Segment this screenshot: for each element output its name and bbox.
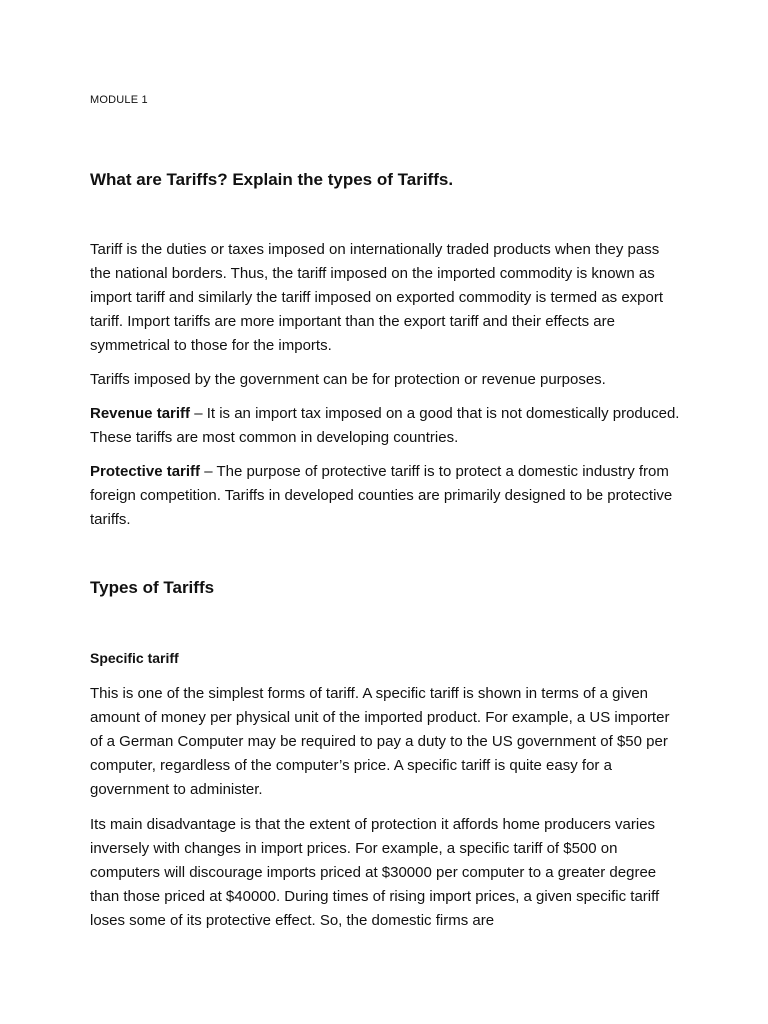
specific-tariff-paragraph-1: This is one of the simplest forms of tariff. A specific tariff is shown in terms of a given amount of money per physical unit of the imported product. For example, a US importer of a German Computer may be required to pay a duty to the US government of $50 per computer, regardless of the computer’s price. A specific tariff is quite easy for a government to administer. — [90, 685, 670, 798]
revenue-tariff-paragraph — [90, 402, 682, 450]
purpose-paragraph: Tariffs imposed by the government can be for protection or revenue purposes. — [90, 371, 606, 388]
revenue-tariff-text: – It is an import tax imposed on a good that is not domestically produced. These tariffs are most common in developing countries. — [90, 405, 680, 446]
protective-tariff-text: – The purpose of protective tariff is to protect a domestic industry from foreign competition. Tariffs in developed counties are primarily designed to be protective tariffs. — [90, 463, 673, 528]
main-heading: What are Tariffs? Explain the types of Tariffs. — [90, 170, 454, 189]
revenue-tariff-term: Revenue tariff — [90, 405, 191, 422]
intro-paragraph: Tariff is the duties or taxes imposed on internationally traded products when they pass the national borders. Thus, the tariff imposed on the imported commodity is known as import tariff and similarly the tariff imposed on exported commodity is termed as export tariff. Import tariffs are more important than the export tariff and their effects are symmetrical to those for the imports. — [90, 241, 664, 354]
types-of-tariffs-heading: Types of Tariffs — [90, 578, 215, 597]
specific-tariff-paragraph-2: Its main disadvantage is that the extent of protection it affords home producers varies inversely with changes in import prices. For example, a specific tariff of $500 on computers will discourage imports priced at $30000 per computer to a greater degree than those priced at $40000. During times of rising import prices, a given specific tariff loses some of its protective effect. So, the domestic firms are — [90, 816, 660, 929]
specific-tariff-heading: Specific tariff — [90, 650, 179, 666]
protective-tariff-term: Protective tariff — [90, 463, 201, 480]
module-label: MODULE 1 — [90, 94, 148, 106]
protective-tariff-paragraph — [90, 460, 682, 532]
